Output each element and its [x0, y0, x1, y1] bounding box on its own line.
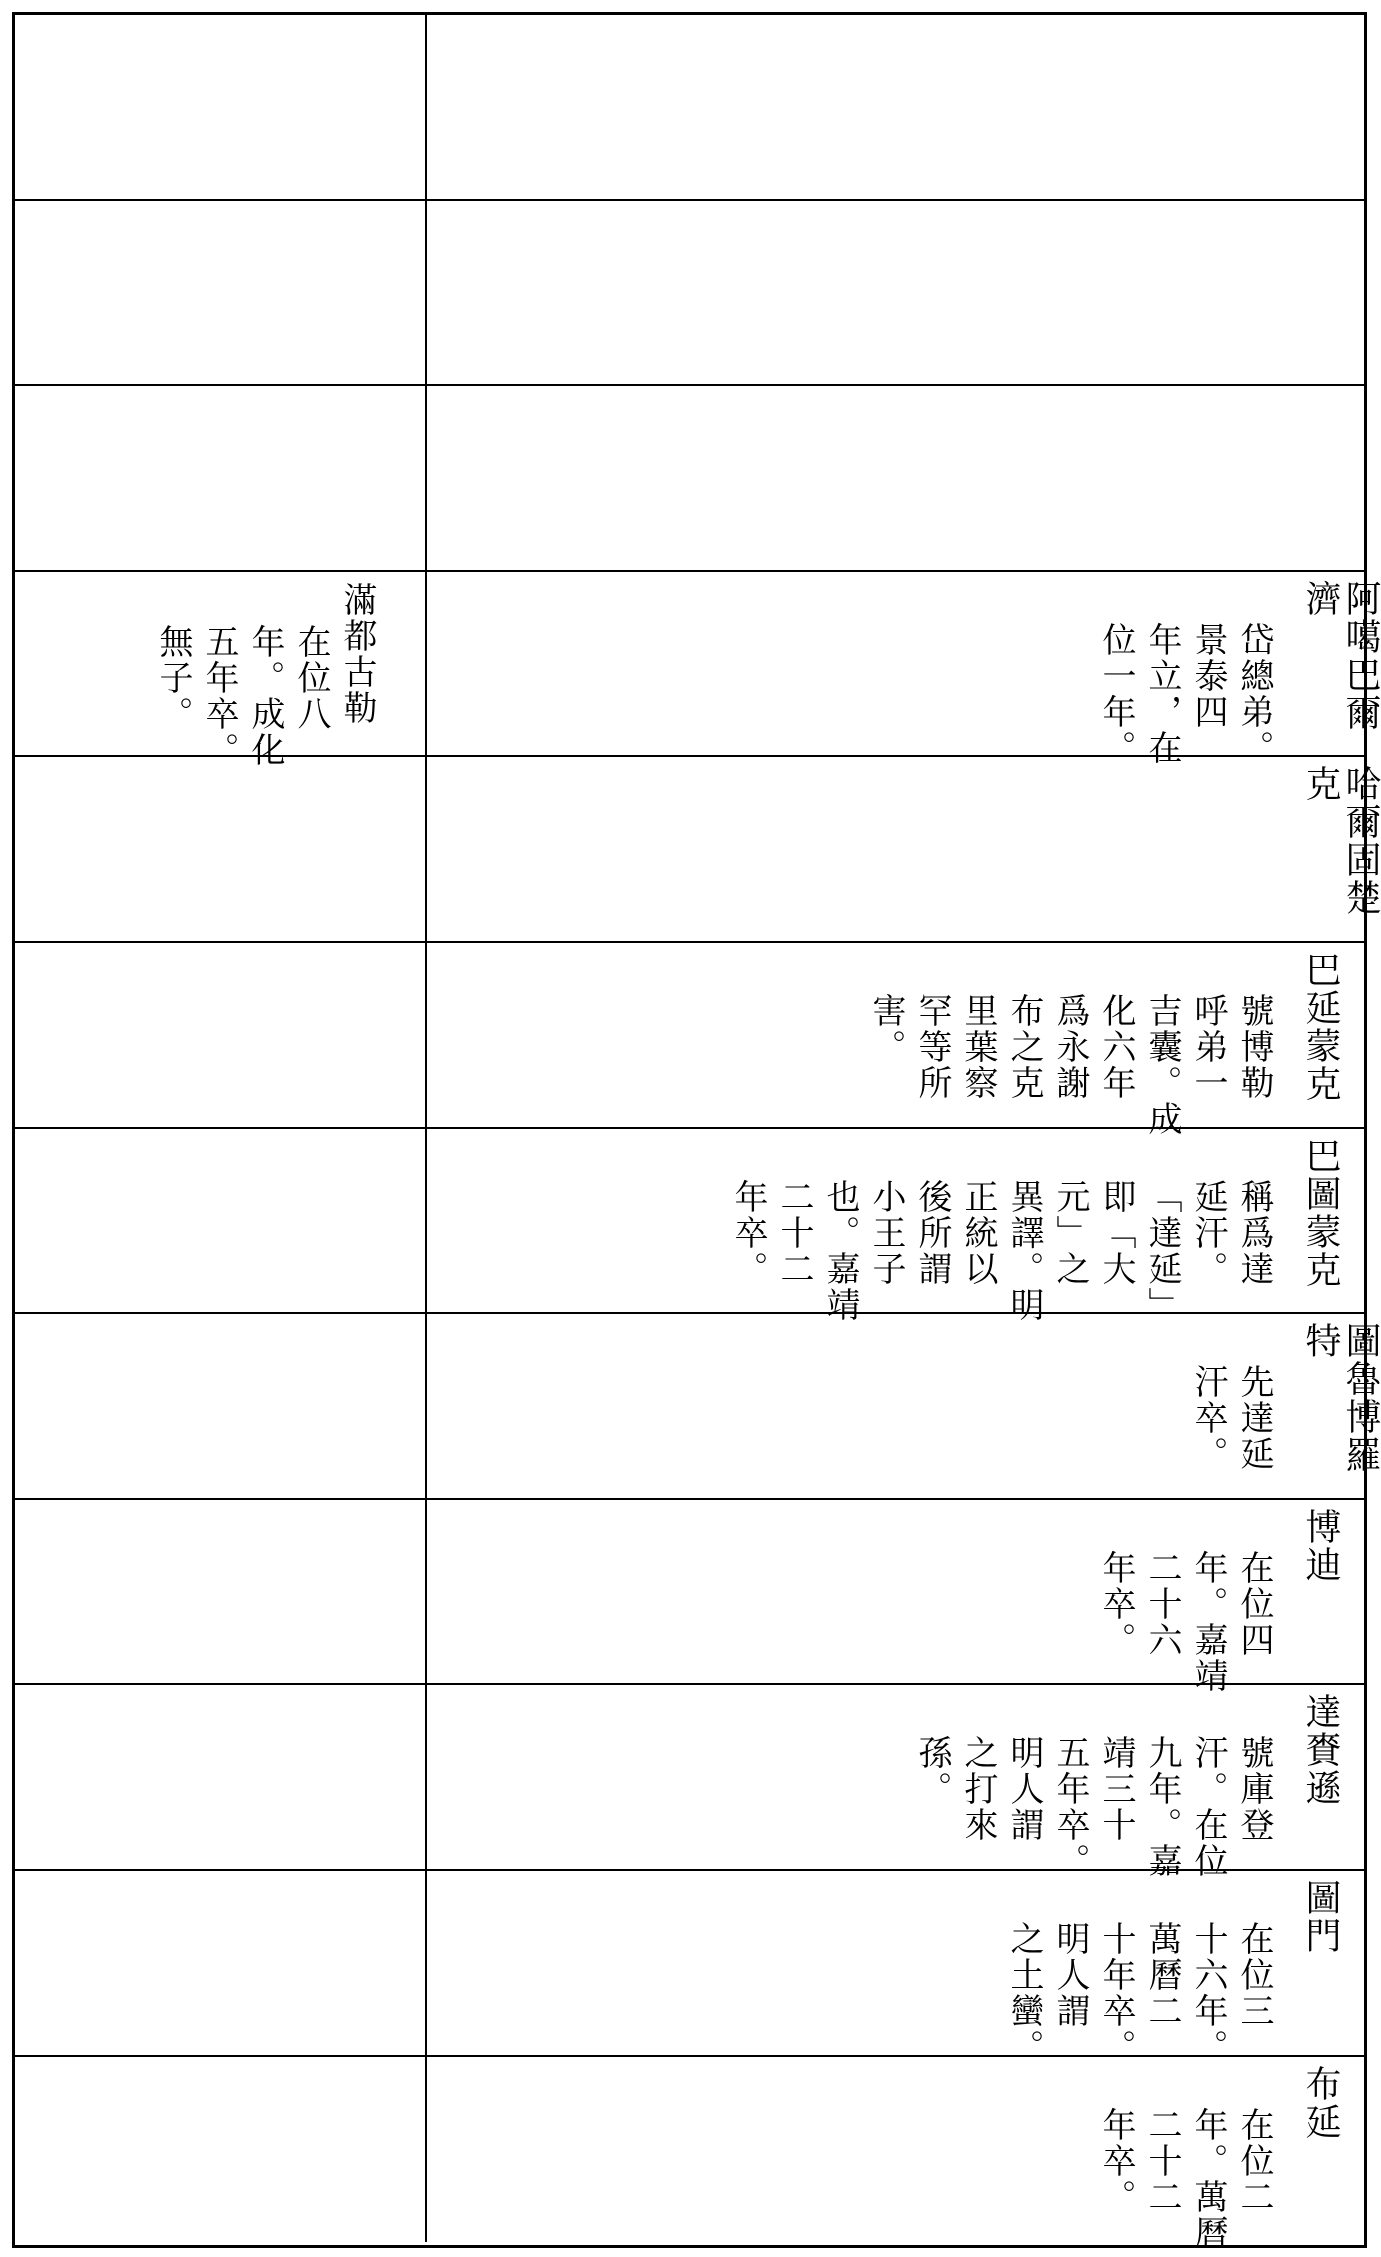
table-row [15, 1500, 1364, 1694]
entry-cell [427, 201, 1364, 385]
remarks-cell [15, 1500, 425, 1684]
table-row [15, 15, 1364, 201]
note-column: 年卒。 [728, 1178, 768, 1287]
entry-cell [427, 1685, 1364, 1880]
note-column: 延汗。 [1188, 1178, 1228, 1287]
note-column: 後所謂 [912, 1178, 952, 1287]
table-row [15, 572, 1381, 768]
note-column: 汗卒。 [1188, 1364, 1228, 1473]
khan-name: 哈爾固楚克 [1300, 765, 1381, 918]
entry-cell [427, 1500, 1364, 1694]
note-column: 明人謂 [1050, 1921, 1090, 2029]
entry-cell [427, 1314, 1381, 1498]
note-column: 二十二 [1142, 2106, 1182, 2215]
remarks-cell [15, 2057, 425, 2243]
khan-name: 阿噶巴爾濟 [1300, 579, 1381, 732]
note-column: 萬曆二 [1142, 1921, 1182, 2029]
table-row [15, 943, 1364, 1137]
entry-cell [427, 15, 1364, 199]
note-column: 二十二 [774, 1178, 814, 1287]
note-column: 十六年。 [1188, 1921, 1228, 2065]
remarks-cell [15, 1871, 425, 2055]
khan-name: 圖魯博羅特 [1300, 1322, 1381, 1475]
note-column: 九年。嘉 [1142, 1735, 1182, 1880]
remark-column: 在位八 [291, 623, 331, 732]
note-column: 里葉察 [958, 993, 998, 1101]
note-column: 景泰四 [1188, 621, 1228, 730]
table-row [15, 2057, 1364, 2251]
note-column: 小王子 [866, 1178, 906, 1287]
entry-cell [427, 386, 1364, 570]
note-column: 十年卒。 [1096, 1921, 1136, 2065]
note-column: 異譯。明 [1004, 1178, 1044, 1323]
remark-column: 滿都古勒 [337, 581, 377, 726]
note-column: 呼弟一 [1188, 993, 1228, 1101]
note-column: 先達延 [1234, 1364, 1274, 1473]
genealogy-table [12, 12, 1381, 2251]
note-column: 位一年。 [1096, 621, 1136, 766]
table-row [15, 1314, 1381, 1500]
note-column: 年。嘉靖 [1188, 1549, 1228, 1694]
note-column: 年卒。 [1096, 2106, 1136, 2215]
entry-cell [427, 943, 1364, 1137]
table-row [15, 1685, 1364, 1880]
note-column: 年立，在 [1142, 621, 1182, 766]
entry-cell [427, 2057, 1364, 2251]
remarks-cell [15, 1314, 425, 1498]
note-column: 吉囊。成 [1142, 993, 1182, 1137]
remarks-cell [15, 757, 425, 941]
note-column: 在位四 [1234, 1549, 1274, 1658]
khan-name: 圖門 [1300, 1879, 1341, 1955]
note-column: 罕等所 [912, 993, 952, 1101]
remarks-cell [15, 572, 425, 768]
table-row [15, 201, 1364, 387]
khan-name: 巴圖蒙克 [1300, 1136, 1341, 1289]
entry-cell [427, 572, 1381, 766]
note-column: 「達延」 [1142, 1178, 1182, 1323]
note-column: 之打來 [958, 1735, 998, 1844]
remarks-cell [15, 15, 425, 199]
table-row [15, 1871, 1364, 2065]
entry-cell [427, 1129, 1364, 1323]
note-column: 爲永謝 [1050, 993, 1090, 1101]
remarks-cell [15, 201, 425, 385]
remarks-cell [15, 1685, 425, 1869]
note-column: 汗。在位 [1188, 1735, 1228, 1880]
khan-name: 巴延蒙克 [1300, 951, 1341, 1103]
note-column: 在位二 [1234, 2106, 1274, 2215]
entry-cell [427, 757, 1381, 941]
note-column: 害。 [866, 993, 906, 1065]
khan-name: 布延 [1300, 2064, 1341, 2141]
remark-column: 無子。 [153, 623, 193, 732]
note-column: 孫。 [912, 1735, 952, 1808]
remark-column: 五年卒。 [199, 623, 239, 768]
note-column: 年卒。 [1096, 1549, 1136, 1658]
note-column: 元」之 [1050, 1178, 1090, 1287]
remark-column: 年。成化 [245, 623, 285, 768]
note-column: 也。嘉靖 [820, 1178, 860, 1323]
note-column: 號博勒 [1234, 993, 1274, 1101]
note-column: 即「大 [1096, 1178, 1136, 1287]
note-column: 號庫登 [1234, 1735, 1274, 1844]
table-row [15, 386, 1364, 572]
remarks-cell [15, 1129, 425, 1313]
note-column: 二十六 [1142, 1549, 1182, 1658]
note-column: 靖三十 [1096, 1735, 1136, 1844]
table-row [15, 757, 1381, 943]
khan-name: 達賚遜 [1300, 1693, 1341, 1808]
remarks-cell [15, 943, 425, 1127]
note-column: 之土蠻。 [1004, 1921, 1044, 2065]
note-column: 正統以 [958, 1178, 998, 1287]
note-column: 五年卒。 [1050, 1735, 1090, 1880]
note-column: 在位三 [1234, 1921, 1274, 2029]
entry-cell [427, 1871, 1364, 2065]
table-row [15, 1129, 1364, 1323]
note-column: 化六年 [1096, 993, 1136, 1101]
note-column: 年。萬曆 [1188, 2106, 1228, 2251]
note-column: 布之克 [1004, 993, 1044, 1101]
note-column: 稱爲達 [1234, 1178, 1274, 1287]
note-column: 岱總弟。 [1234, 621, 1274, 766]
khan-name: 博迪 [1300, 1507, 1341, 1584]
remarks-cell [15, 386, 425, 570]
note-column: 明人謂 [1004, 1735, 1044, 1844]
